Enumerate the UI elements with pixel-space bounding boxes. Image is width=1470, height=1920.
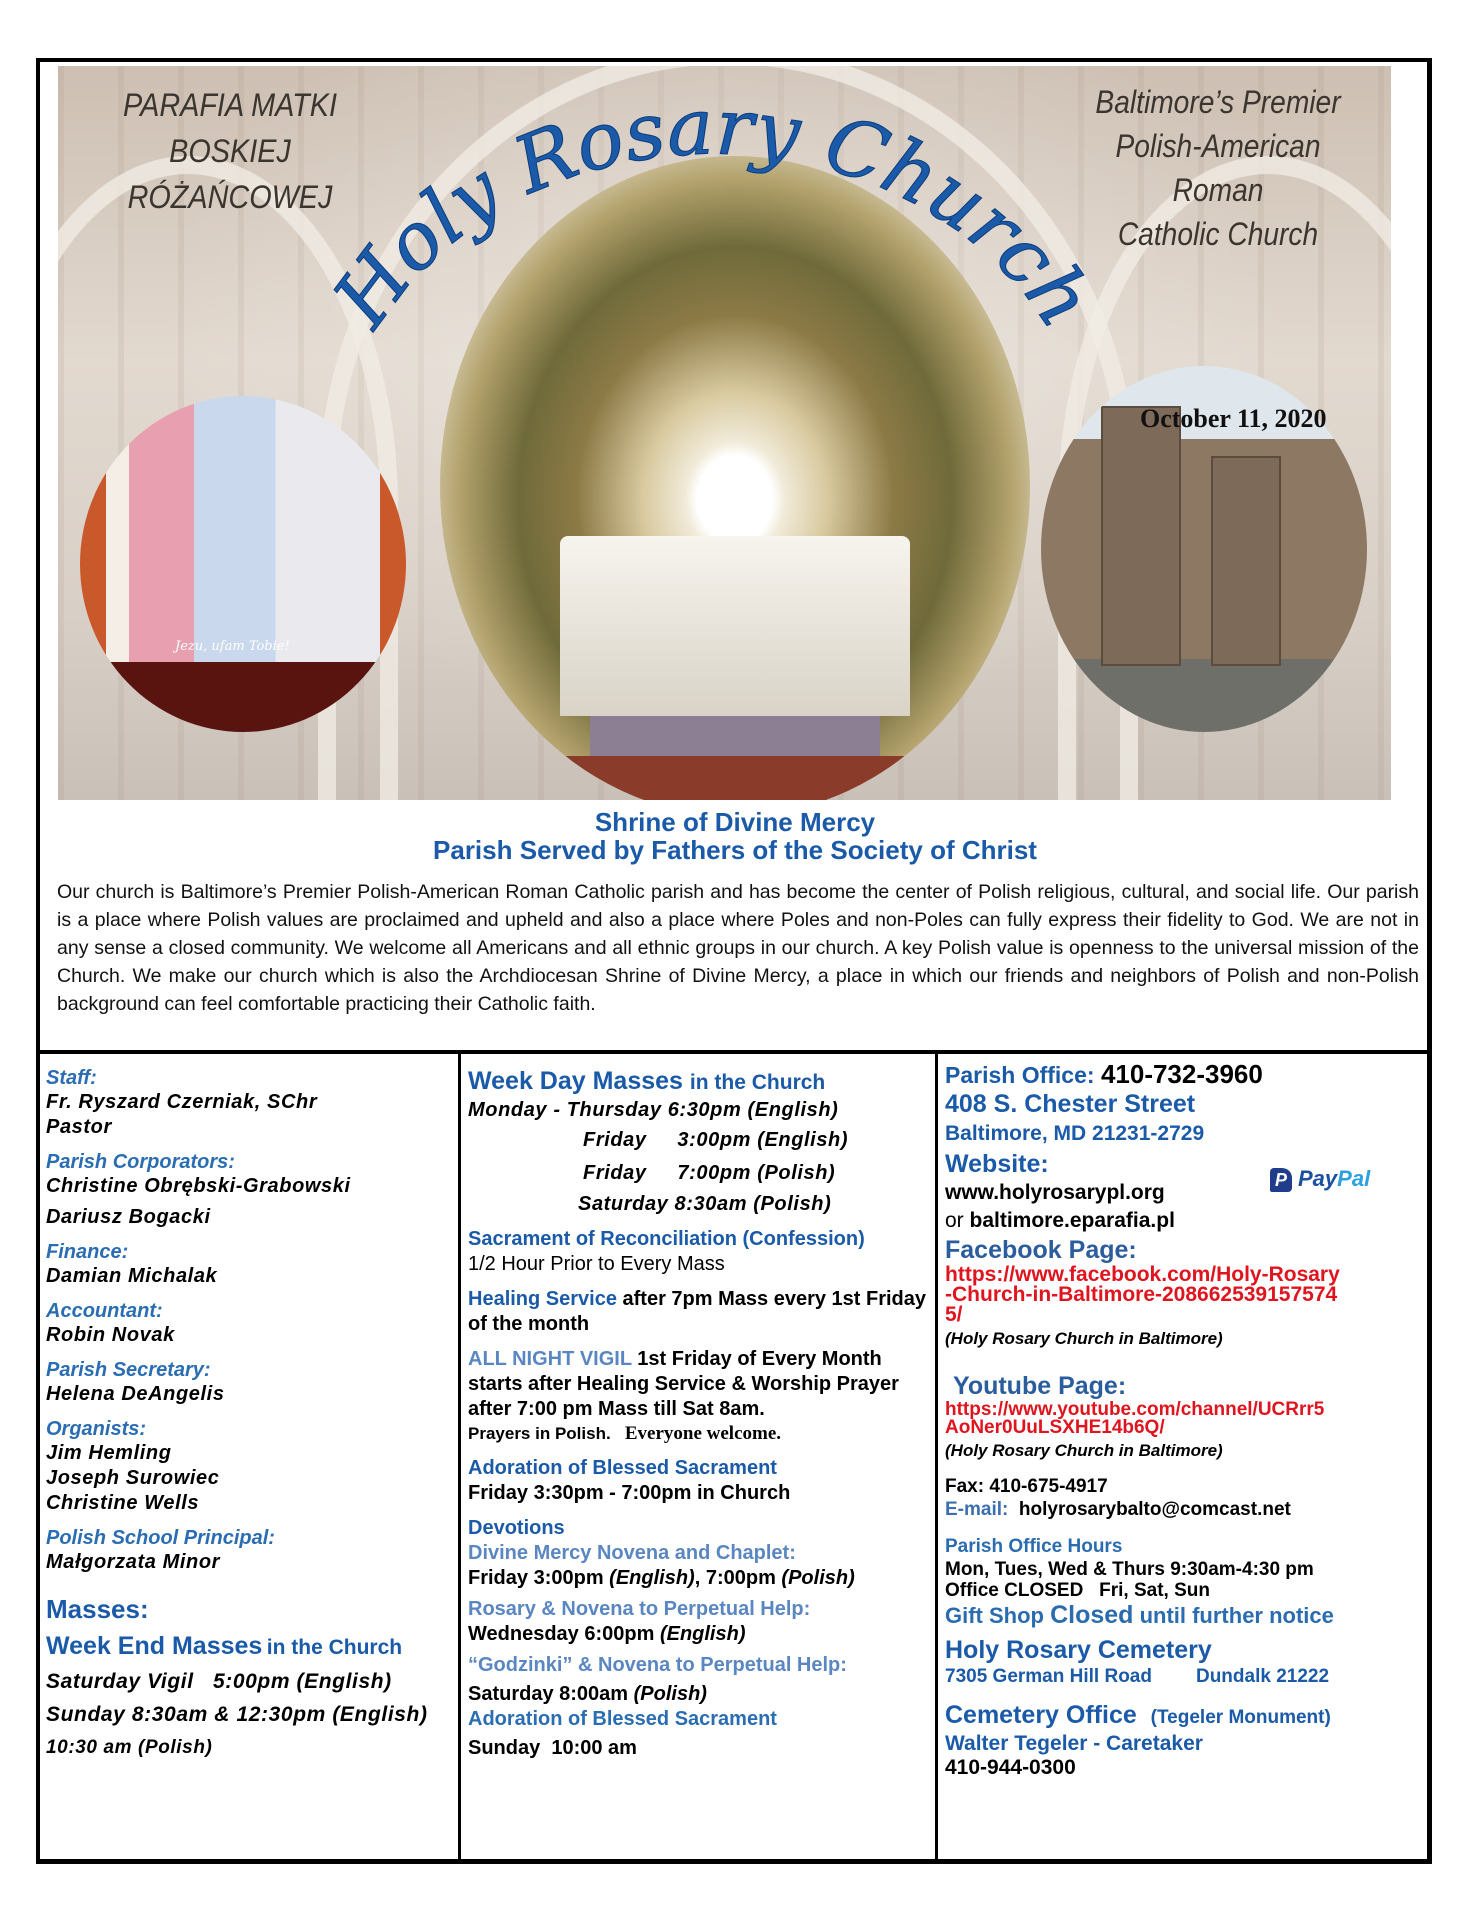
t: Divine Mercy Novena <box>468 1542 670 1564</box>
t: (Polish) <box>633 1683 707 1705</box>
heading: Healing Service <box>468 1288 617 1310</box>
facebook-name: (Holy Rosary Church in Baltimore) <box>945 1329 1223 1348</box>
line: Catholic Church <box>1117 216 1319 252</box>
suffix: in the Church <box>689 1071 826 1094</box>
t: (Polish) <box>781 1567 855 1589</box>
parish-office-phone <box>945 1060 1425 1089</box>
email <box>945 1499 1425 1521</box>
youtube-name: (Holy Rosary Church in Baltimore) <box>945 1441 1223 1460</box>
t: Chaplet: <box>715 1542 796 1564</box>
heading: ALL NIGHT VIGIL <box>468 1348 632 1370</box>
label: Parish Office: <box>945 1062 1095 1088</box>
text: Prayers in Polish. <box>468 1424 611 1443</box>
column-divider <box>935 1052 938 1862</box>
t: in the Church <box>266 1636 403 1659</box>
staff-name: Christine Obrębski-Grabowski <box>46 1175 351 1197</box>
mass-time: Friday 7:00pm (Polish) <box>583 1162 836 1184</box>
shrine-title: Shrine of Divine Mercy <box>594 807 876 837</box>
mass-time: Monday - Thursday 6:30pm (English) <box>468 1099 839 1121</box>
svg-text:Holy Rosary Church <box>316 82 1110 344</box>
masses-heading: Masses: <box>46 1594 149 1624</box>
sunday-adoration-heading: Adoration of Blessed Sacrament <box>468 1708 777 1730</box>
line: Polish-American <box>1115 128 1321 164</box>
schedule-column <box>468 1066 933 1761</box>
divider <box>36 1050 1432 1054</box>
staff-name: Joseph Surowiec <box>46 1467 220 1489</box>
staff-column <box>46 1066 456 1764</box>
weekday-masses-heading <box>468 1066 933 1098</box>
staff-role-label: Accountant: <box>46 1300 163 1322</box>
mass-time: Saturday 8:30am (Polish) <box>578 1193 832 1215</box>
office-hours: Mon, Tues, Wed & Thurs 9:30am-4:30 pm <box>945 1559 1314 1580</box>
line: Roman <box>1172 172 1264 208</box>
phone: 410-732-3960 <box>1100 1059 1263 1089</box>
staff-role-label: Staff: <box>46 1067 97 1089</box>
t: Saturday 8:00am <box>468 1683 634 1705</box>
paypal-button[interactable] <box>1270 1166 1370 1192</box>
staff-role-label: Organists: <box>46 1418 147 1440</box>
adoration-text: Friday 3:30pm - 7:00pm in Church <box>468 1482 791 1504</box>
staff-name: Christine Wells <box>46 1492 200 1514</box>
vigil-note <box>468 1422 933 1446</box>
godzinki-times <box>468 1682 933 1707</box>
healing-service <box>468 1287 933 1337</box>
vigil-text: starts after Healing Service & Worship Prayer after 7:00 pm Mass till Sat 8am. <box>468 1373 899 1420</box>
t: Wednesday 6:00pm <box>468 1623 660 1645</box>
t: Pal <box>1337 1166 1371 1191</box>
caretaker: Walter Tegeler - Caretaker <box>945 1732 1203 1755</box>
t: Pay <box>1298 1166 1338 1191</box>
cemetery-title: Holy Rosary Cemetery <box>945 1636 1212 1664</box>
gift-shop-notice <box>945 1601 1425 1630</box>
t: Closed <box>1050 1601 1134 1629</box>
divine-mercy-times <box>468 1566 933 1591</box>
website-label: Website: <box>945 1150 1049 1178</box>
church-title-text: Holy Rosary Church <box>316 82 1110 343</box>
staff-name: Helena DeAngelis <box>46 1383 225 1405</box>
weekend-mass-time: Saturday Vigil 5:00pm (English) <box>46 1670 392 1693</box>
heading: Week Day Masses <box>468 1067 683 1095</box>
youtube-label: Youtube Page: <box>953 1372 1127 1400</box>
facebook-label: Facebook Page: <box>945 1236 1137 1264</box>
all-night-vigil <box>468 1347 933 1372</box>
line: BOSKIEJ <box>169 133 291 169</box>
cemetery-phone: 410-944-0300 <box>945 1756 1076 1779</box>
staff-name: Fr. Ryszard Czerniak, SChr <box>46 1091 318 1113</box>
t: , 7:00pm <box>694 1567 782 1589</box>
header-banner <box>58 66 1391 800</box>
line: PARAFIA MATKI <box>123 87 337 123</box>
church-title <box>58 66 1391 800</box>
t: and <box>669 1542 716 1564</box>
t: (English) <box>609 1567 695 1589</box>
column-divider <box>458 1052 461 1862</box>
text: Everyone welcome. <box>624 1423 782 1444</box>
society-subtitle: Parish Served by Fathers of the Society of Christ <box>433 835 1037 865</box>
bulletin-date: October 11, 2020 <box>1140 404 1327 433</box>
t: (Tegeler Monument) <box>1150 1707 1331 1728</box>
email-link[interactable]: holyrosarybalto@comcast.net <box>1018 1499 1291 1520</box>
weekend-mass-time: Sunday 8:30am & 12:30pm (English) <box>46 1703 428 1726</box>
t: until further notice <box>1133 1603 1334 1628</box>
city-address: Baltimore, MD 21231-2729 <box>945 1122 1205 1145</box>
t: (English) <box>659 1623 746 1645</box>
weekend-mass-time: 10:30 am (Polish) <box>46 1737 213 1758</box>
line: Baltimore’s Premier <box>1095 84 1341 120</box>
weekend-masses-heading <box>46 1631 456 1665</box>
cemetery-address <box>945 1666 1425 1688</box>
reconciliation-heading: Sacrament of Reconciliation (Confession) <box>468 1228 865 1250</box>
t: 7305 German Hill Road <box>945 1666 1152 1687</box>
t: Gift Shop <box>945 1603 1051 1628</box>
reconciliation-text: 1/2 Hour Prior to Every Mass <box>468 1253 725 1275</box>
sunday-adoration-time: Sunday 10:00 am <box>468 1737 637 1759</box>
staff-name: Robin Novak <box>46 1324 175 1346</box>
line: RÓŻAŃCOWEJ <box>127 179 333 215</box>
office-closed: Office CLOSED Fri, Sat, Sun <box>945 1580 1210 1601</box>
divine-mercy-heading <box>468 1541 933 1566</box>
facebook-link[interactable]: https://www.facebook.com/Holy-Rosary-Church-in-Baltimore-2086625391575745/ <box>945 1263 1340 1326</box>
street-address: 408 S. Chester Street <box>945 1090 1196 1118</box>
youtube-link[interactable]: https://www.youtube.com/channel/UCRrr5AoNer0UuLSXHE14b6Q/ <box>945 1399 1325 1438</box>
t: Cemetery Office <box>945 1701 1137 1729</box>
godzinki-heading: “Godzinki” & Novena to Perpetual Help: <box>468 1654 847 1676</box>
website-alt <box>945 1207 1425 1235</box>
paypal-icon: P <box>1270 1168 1292 1192</box>
rosary-times <box>468 1622 933 1647</box>
label: E-mail: <box>945 1499 1009 1520</box>
t: or <box>945 1209 970 1232</box>
staff-name: Jim Hemling <box>46 1442 172 1464</box>
staff-role-label: Parish Corporators: <box>46 1151 235 1173</box>
office-hours-label: Parish Office Hours <box>945 1536 1123 1557</box>
intro-paragraph: Our church is Baltimore’s Premier Polish-American Roman Catholic parish and has become the center of Polish religious, cultural, and social life. Our parish is a place where Polish values are proclaimed and upheld and also a place where Poles and non-Poles can fully express their fidelity to God. We are not in any sense a closed community. We welcome all Americans and all ethnic groups in our church. A key Polish value is openness to the universal mission of the Church. We make our church which is also the Archdiocesan Shrine of Divine Mercy, a place in which our friends and neighbors of Polish and non-Polish background can feel comfortable practicing their Catholic faith. <box>57 881 1419 1015</box>
staff-role-label: Polish School Principal: <box>46 1527 275 1549</box>
staff-name: Małgorzata Minor <box>46 1551 221 1573</box>
staff-role-label: Finance: <box>46 1241 129 1263</box>
rosary-heading: Rosary & Novena to Perpetual Help: <box>468 1598 811 1620</box>
cemetery-office <box>945 1700 1425 1733</box>
t: Week End Masses <box>46 1632 263 1660</box>
staff-role-label: Parish Secretary: <box>46 1359 211 1381</box>
adoration-heading: Adoration of Blessed Sacrament <box>468 1457 777 1479</box>
mercy-caption: Jezu, ufam Tobie! <box>175 639 290 654</box>
text: after 7pm Mass every 1st Friday of the month <box>468 1288 927 1335</box>
devotions-heading: Devotions <box>468 1517 565 1539</box>
mass-time: Friday 3:00pm (English) <box>583 1129 849 1151</box>
t: Friday 3:00pm <box>468 1567 610 1589</box>
text: 1st Friday of Every Month <box>631 1348 882 1370</box>
staff-name: Damian Michalak <box>46 1265 218 1287</box>
website-link[interactable]: www.holyrosarypl.org <box>945 1181 1165 1204</box>
t: Dundalk 21222 <box>1195 1666 1330 1687</box>
staff-name: Pastor <box>46 1116 112 1138</box>
fax: Fax: 410-675-4917 <box>945 1476 1108 1497</box>
website-link-2[interactable]: baltimore.eparafia.pl <box>969 1209 1175 1232</box>
staff-name: Dariusz Bogacki <box>46 1206 211 1228</box>
